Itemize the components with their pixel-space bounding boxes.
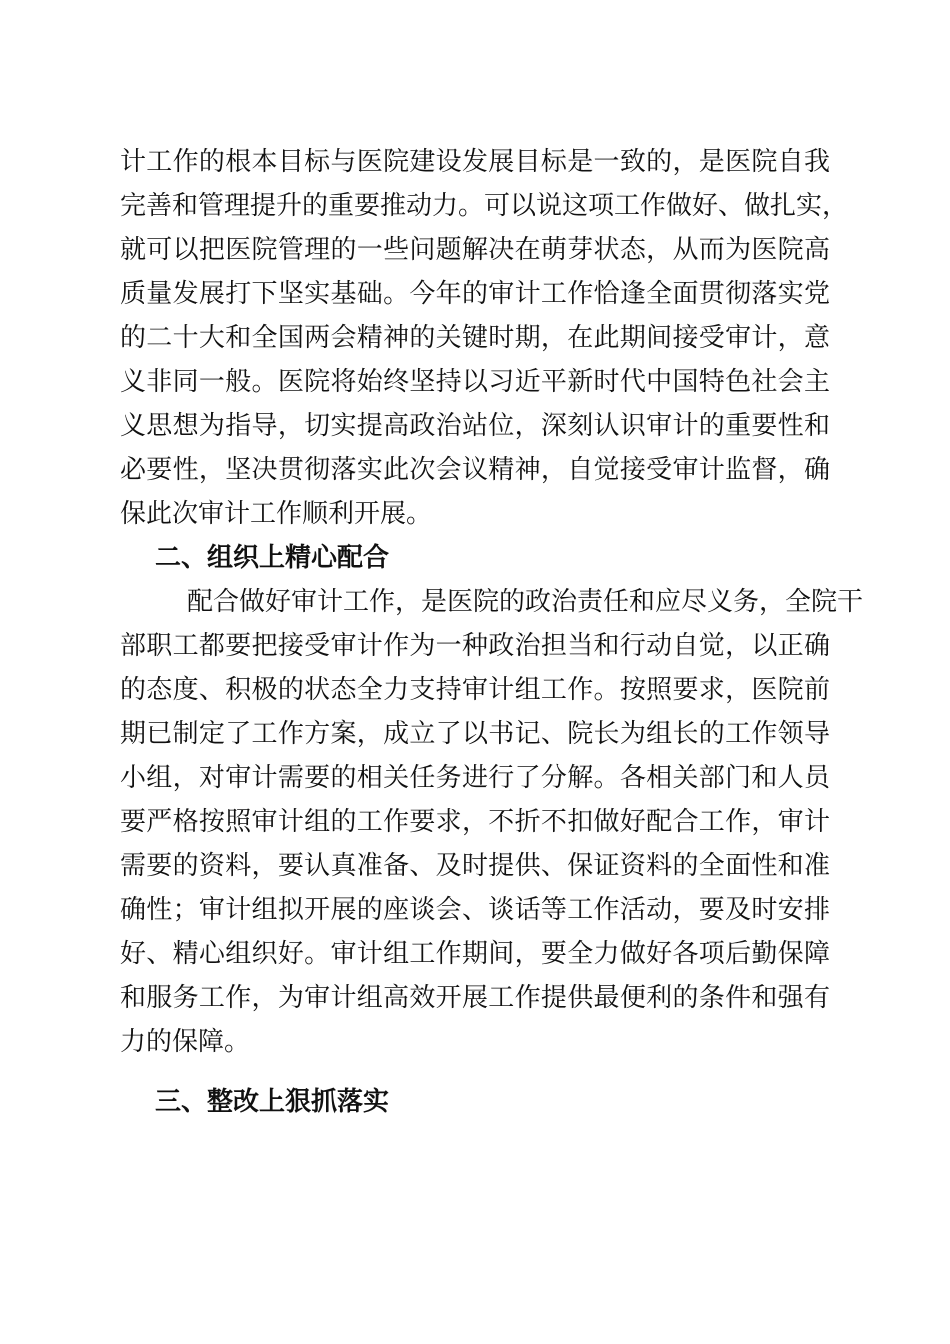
section-heading: 二、组织上精心配合 (155, 543, 390, 573)
paragraph-line: 的态度、积极的状态全力支持审计组工作。按照要求，医院前 (120, 675, 830, 705)
paragraph-line: 期已制定了工作方案，成立了以书记、院长为组长的工作领导 (120, 719, 830, 749)
paragraph-line: 需要的资料，要认真准备、及时提供、保证资料的全面性和准 (120, 851, 830, 881)
paragraph-line: 部职工都要把接受审计作为一种政治担当和行动自觉，以正确 (120, 631, 830, 661)
paragraph-line: 配合做好审计工作，是医院的政治责任和应尽义务，全院干 (187, 587, 864, 617)
paragraph-line: 义非同一般。医院将始终坚持以习近平新时代中国特色社会主 (120, 367, 830, 397)
paragraph-line: 好、精心组织好。审计组工作期间，要全力做好各项后勤保障 (120, 939, 830, 969)
paragraph-line: 保此次审计工作顺利开展。 (120, 499, 433, 529)
paragraph-line: 力的保障。 (120, 1027, 251, 1057)
paragraph-line: 义思想为指导，切实提高政治站位，深刻认识审计的重要性和 (120, 411, 830, 441)
paragraph-line: 完善和管理提升的重要推动力。可以说这项工作做好、做扎实， (120, 191, 849, 221)
paragraph-line: 和服务工作，为审计组高效开展工作提供最便利的条件和强有 (120, 983, 830, 1013)
paragraph-line: 的二十大和全国两会精神的关键时期，在此期间接受审计，意 (120, 323, 830, 353)
paragraph-line: 小组，对审计需要的相关任务进行了分解。各相关部门和人员 (120, 763, 830, 793)
paragraph-line: 就可以把医院管理的一些问题解决在萌芽状态，从而为医院高 (120, 235, 830, 265)
paragraph-line: 质量发展打下坚实基础。今年的审计工作恰逢全面贯彻落实党 (120, 279, 830, 309)
paragraph-line: 必要性，坚决贯彻落实此次会议精神，自觉接受审计监督，确 (120, 455, 830, 485)
paragraph-line: 计工作的根本目标与医院建设发展目标是一致的，是医院自我 (120, 147, 830, 177)
paragraph-line: 要严格按照审计组的工作要求，不折不扣做好配合工作，审计 (120, 807, 830, 837)
paragraph-line: 确性；审计组拟开展的座谈会、谈话等工作活动，要及时安排 (120, 895, 830, 925)
section-heading: 三、整改上狠抓落实 (155, 1087, 390, 1117)
